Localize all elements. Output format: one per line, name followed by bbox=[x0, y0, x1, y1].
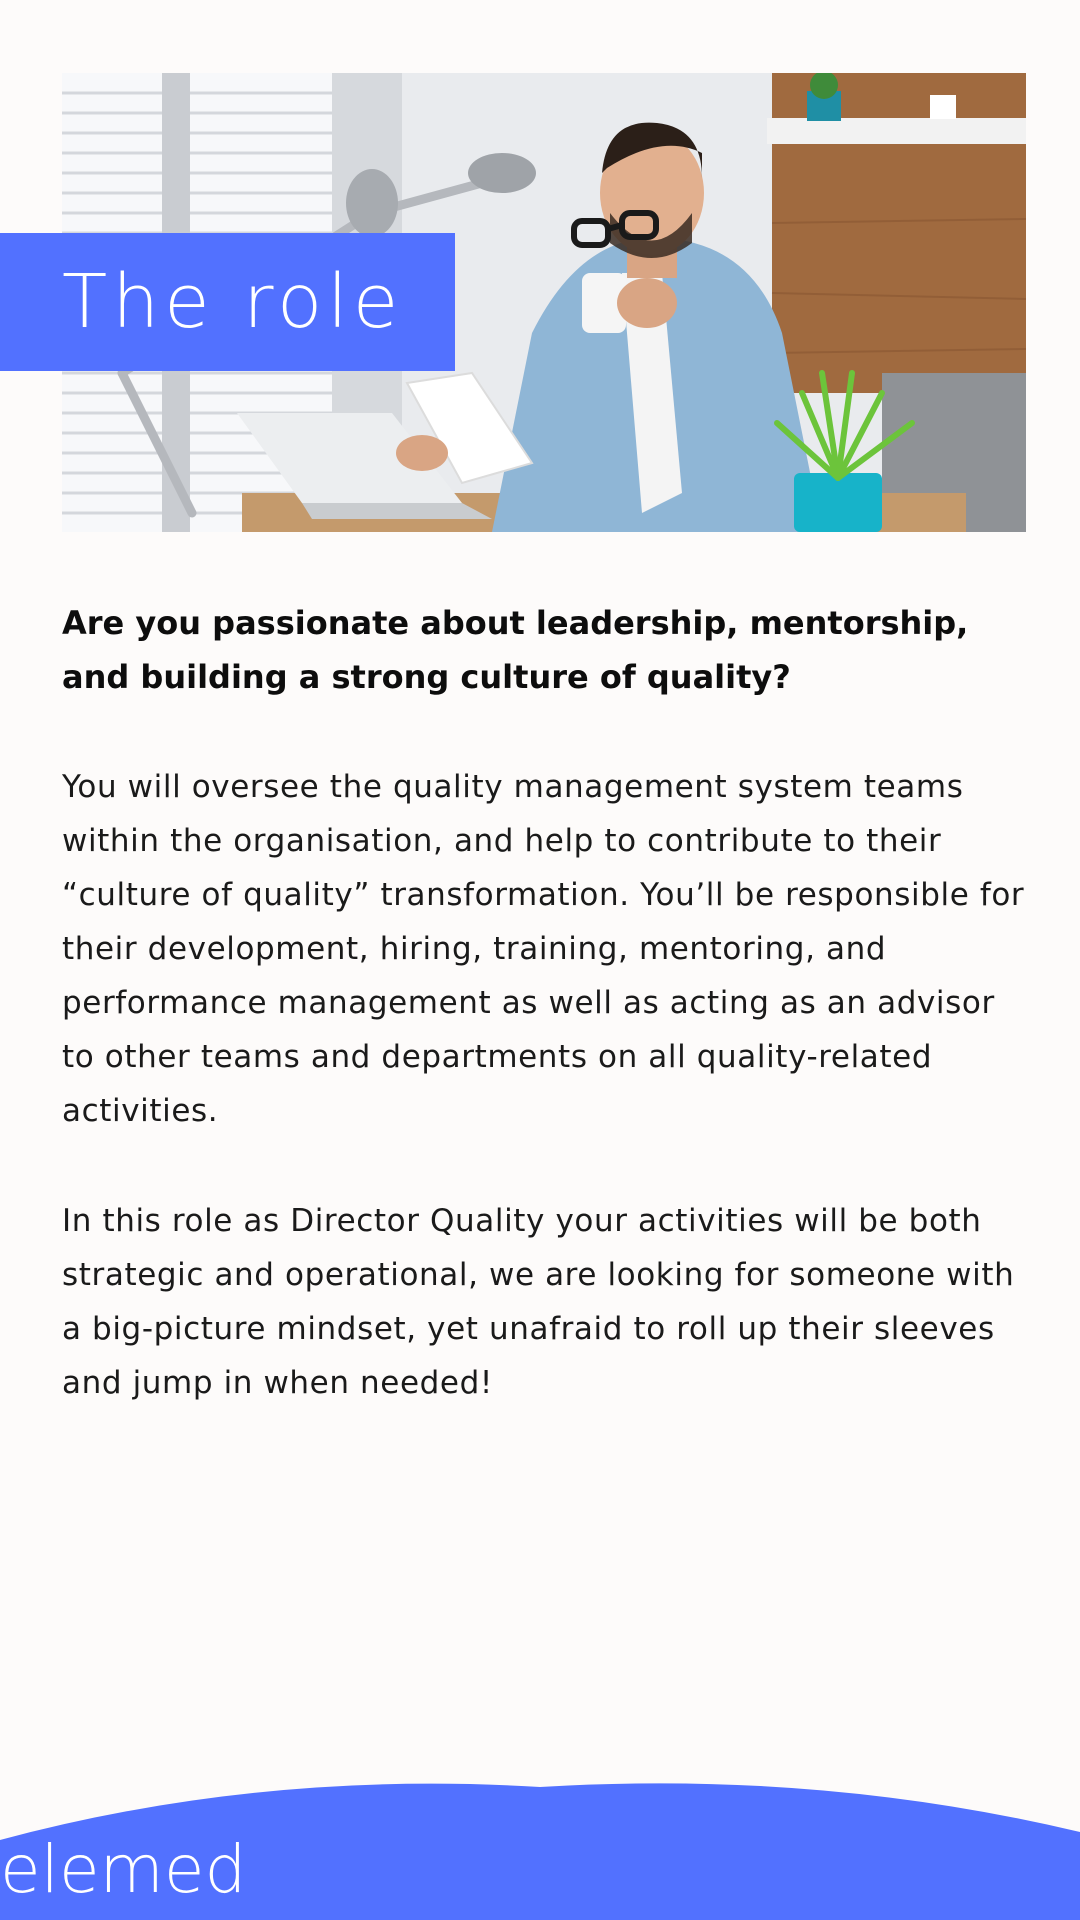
lead-question: Are you passionate about leadership, mentorship, and building a strong culture of quality? bbox=[62, 604, 969, 696]
paragraph-director-quality: In this role as Director Quality your activities will be both strategic and operational, we are looking for someone with a big-picture mindset, yet unafraid to roll up their sleeves and jump in when needed! bbox=[62, 1203, 1015, 1401]
page-title: The role bbox=[62, 259, 404, 345]
footer bbox=[0, 1780, 1080, 1920]
paragraph-responsibilities: You will oversee the quality management system teams within the organisation, and help to contribute to their “culture of quality” transformation. You’ll be responsible for their development, hiring, training, mentoring, and performance management as well as acting as an advisor to other teams and departments on all quality-related activities. bbox=[62, 769, 1025, 1129]
title-banner bbox=[0, 233, 455, 371]
role-description bbox=[62, 596, 1027, 1410]
elemed-logo-icon bbox=[0, 1826, 272, 1906]
logo-text: elemed bbox=[0, 1831, 247, 1906]
